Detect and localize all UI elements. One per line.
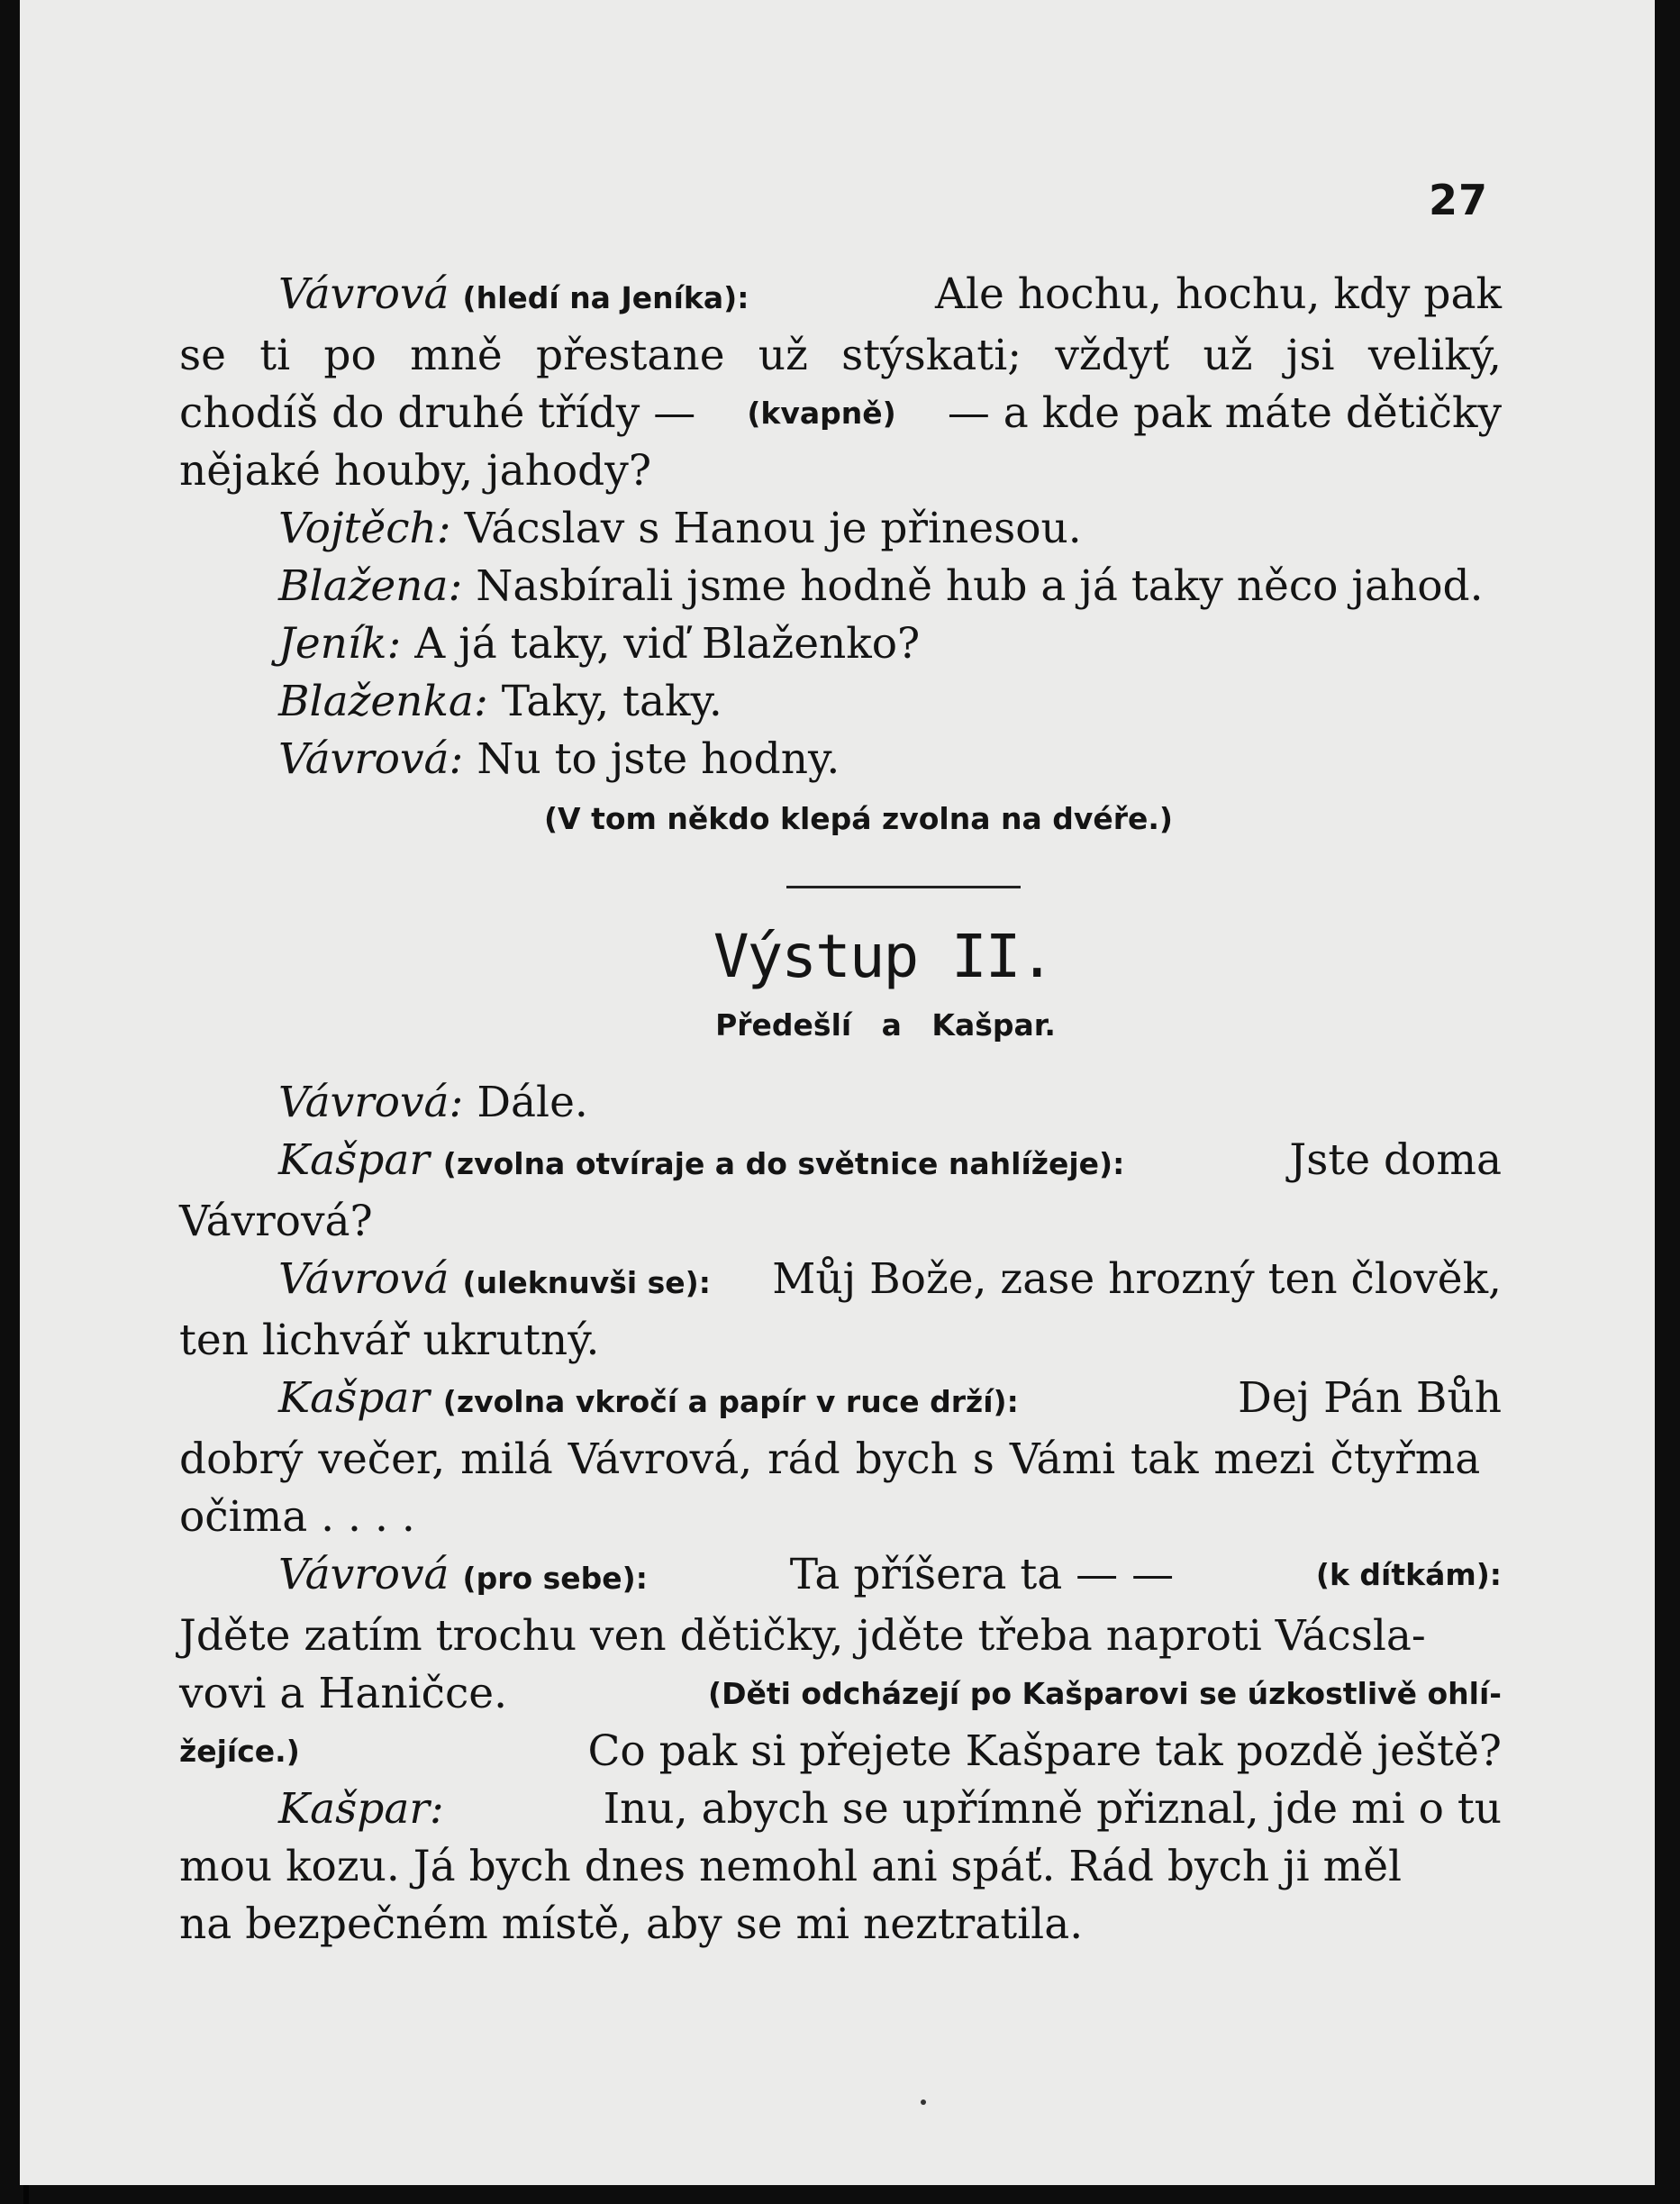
stage-direction: (kvapně) <box>747 396 896 431</box>
speech-vavrova-2 <box>179 731 1502 788</box>
speaker-name: Vávrová: <box>278 1078 464 1127</box>
dialogue-text: — a kde pak máte dětičky <box>947 388 1502 438</box>
dialogue-line: očima . . . . <box>179 1492 415 1542</box>
dialogue-text: Ale hochu, hochu, kdy pak <box>935 269 1502 319</box>
dialogue-line: nějaké houby, jahody? <box>179 446 652 496</box>
speaker-name: Vávrová <box>278 1550 450 1599</box>
speaker-name: Vávrová <box>278 269 450 319</box>
dialogue-text: Nu to jste hodny. <box>477 734 840 784</box>
speech-jenik <box>179 615 1502 673</box>
dialogue-text: Taky, taky. <box>501 677 722 726</box>
dialogue-text: Vácslav s Hanou je přinesou. <box>464 504 1082 553</box>
stage-direction: (zvolna vkročí a papír v ruce drží): <box>442 1384 1019 1419</box>
dialogue-text: Dále. <box>477 1078 588 1127</box>
dialogue-text: vovi a Haničce. <box>179 1669 508 1718</box>
dialogue-text: Nasbírali jsme hodně hub a já taky něco jahod. <box>476 561 1484 611</box>
speech-vavrova-5 <box>179 1546 1502 1781</box>
stage-direction: (zvolna otvíraje a do světnice nahlížeje): <box>442 1146 1125 1181</box>
page-text <box>179 266 1502 1954</box>
dialogue-line: na bezpečném místě, aby se mi neztratila. <box>179 1899 1084 1949</box>
dialogue-line: se ti po mně přestane už stýskati; vždyť už jsi veliký, <box>179 331 1502 380</box>
dialogue-text: A já taky, viď Blaženko? <box>414 619 921 669</box>
scene-title: Výstup II. <box>713 922 1054 991</box>
speaker-name: Kašpar <box>278 1135 430 1185</box>
dialogue-line: dobrý večer, milá Vávrová, rád bych s Vámi tak mezi čtyřma <box>179 1434 1481 1484</box>
speech-blazenka <box>179 673 1502 731</box>
scene-subtitle: Předešlí a Kašpar. <box>715 1007 1056 1043</box>
dialogue-text: Ta příšera ta — — <box>789 1550 1175 1599</box>
speaker-name: Vojtěch: <box>278 504 451 553</box>
speaker-name: Vávrová: <box>278 734 464 784</box>
speaker-name: Kašpar <box>278 1373 430 1423</box>
dialogue-text: chodíš do druhé třídy — <box>179 388 696 438</box>
dialogue-text: Co pak si přejete Kašpare tak pozdě ještě? <box>587 1726 1502 1776</box>
speech-vavrova-3 <box>179 1074 1502 1132</box>
dialogue-line: Vávrová? <box>179 1197 373 1246</box>
speech-vojtech <box>179 500 1502 558</box>
speech-kaspar-2 <box>179 1370 1502 1546</box>
dialogue-text: Můj Bože, zase hrozný ten člověk, <box>772 1254 1502 1304</box>
speech-vavrova-4 <box>179 1251 1502 1370</box>
stage-direction: (k dítkám): <box>1315 1557 1502 1592</box>
book-page <box>20 0 1655 2185</box>
dialogue-text: Dej Pán Bůh <box>1238 1373 1502 1423</box>
stage-direction-knock: (V tom někdo klepá zvolna na dvéře.) <box>543 801 1174 836</box>
speaker-name: Blaženka: <box>278 677 488 726</box>
speaker-name: Vávrová <box>278 1254 450 1304</box>
stage-direction: žejíce.) <box>179 1734 300 1769</box>
stage-direction: (uleknuvši se): <box>462 1265 711 1300</box>
speech-kaspar-1 <box>179 1132 1502 1251</box>
speech-vavrova-1 <box>179 266 1502 500</box>
speech-kaspar-3 <box>179 1781 1502 1954</box>
section-divider <box>786 886 1021 888</box>
stage-direction: (hledí na Jeníka): <box>462 280 749 315</box>
dialogue-line: ten lichvář ukrutný. <box>179 1316 600 1365</box>
speaker-name: Blažena: <box>278 561 463 611</box>
stage-direction: (Děti odcházejí po Kašparovi se úzkostlivě ohlí- <box>707 1676 1502 1711</box>
dialogue-line: Jděte zatím trochu ven dětičky, jděte třeba naproti Vácsla- <box>179 1611 1426 1661</box>
print-speck <box>921 2099 926 2105</box>
stage-direction: (pro sebe): <box>462 1561 648 1596</box>
speech-blazena <box>179 558 1502 615</box>
page-number: 27 <box>1428 176 1488 224</box>
dialogue-text: Jste doma <box>1289 1135 1502 1185</box>
speaker-name: Jeník: <box>278 619 402 669</box>
dialogue-text: Inu, abych se upřímně přiznal, jde mi o tu <box>603 1784 1502 1834</box>
dialogue-line: mou kozu. Já bych dnes nemohl ani spáť. Rád bych ji měl <box>179 1842 1403 1891</box>
speaker-name: Kašpar: <box>278 1784 444 1834</box>
